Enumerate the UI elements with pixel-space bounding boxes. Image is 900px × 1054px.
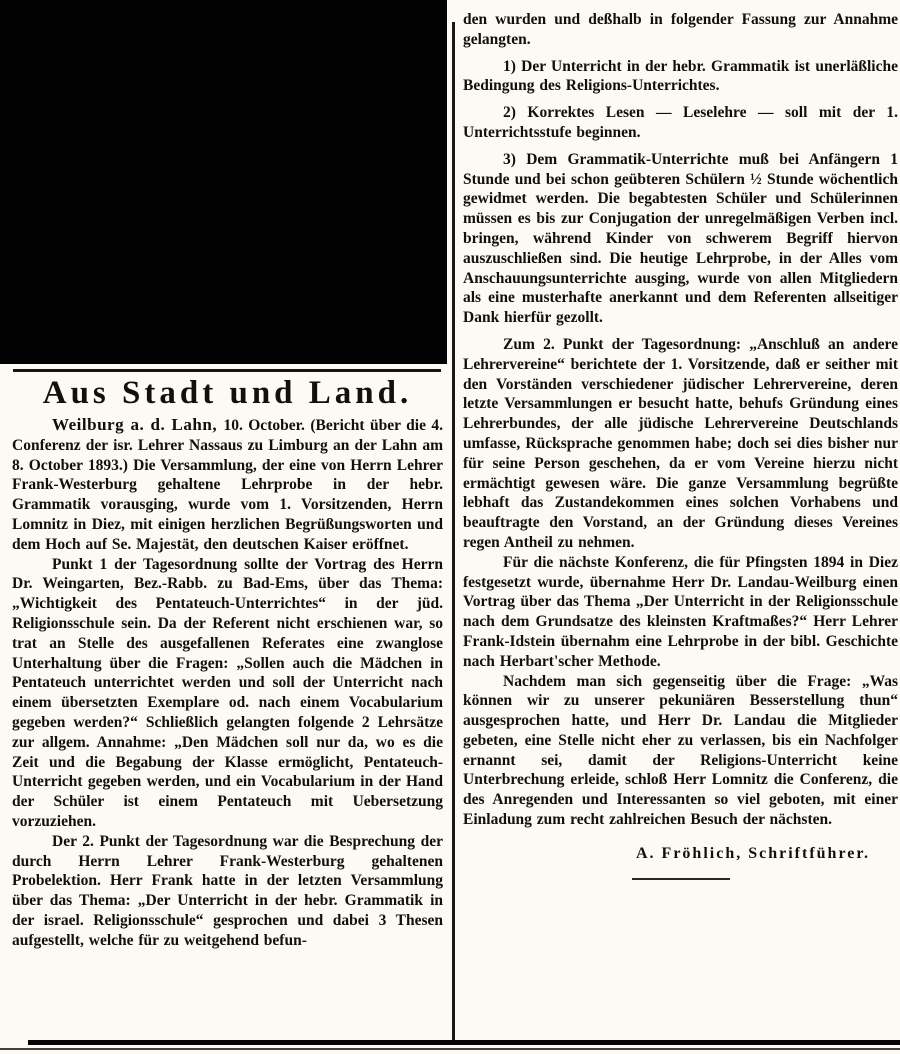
article-paragraph: Der 2. Punkt der Tagesordnung war die Besprechung der durch Herrn Lehrer Frank-Westerburg gehaltenen Probelektion. Herr Frank hatte in der letzten Versammlung über das Thema: „Der Unterricht in der hebr. Grammatik in der israel. Religionsschule“ gesprochen und dabei 3 Thesen aufgestellt, welche für zu weitgehend befun- bbox=[12, 832, 443, 949]
column-divider-rule bbox=[452, 22, 455, 1040]
article-paragraph: Punkt 1 der Tagesordnung sollte der Vortrag des Herrn Dr. Weingarten, Bez.-Rabb. zu Bad-Ems, über das Thema: „Wichtigkeit des Pentateuch-Unterrichtes“ in der jüd. Religionsschule sein. Da der Referent nicht erschienen war, so trat an Stelle des ausgefallenen Referates eine zwanglose Unterhaltung über die Fragen: „Sollen auch die Mädchen in Pentateuch unterrichtet werden und soll der Unterricht nach einem übersetzten Exemplare od. nach einem Vocabularium gegeben werden?“ Schließlich gelangten folgende 2 Lehrsätze zur allgem. Annahme: „Den Mädchen soll nur da, wo es die Zeit und die Begabung der Klasse ermöglicht, Pentateuch-Unterricht gegeben werden, und ein Vocabularium in der Hand der Schüler ist einem Pentateuch mit Uebersetzung vorzuziehen. bbox=[12, 555, 443, 830]
article-paragraph: 3) Dem Grammatik-Unterrichte muß bei Anfängern 1 Stunde und bei schon geübteren Schülern ½ Stunde wöchentlich gewidmet werden. Die begabtesten Schüler und Schülerinnen müssen es bis zur Conjugation der unregelmäßigen Verben incl. bringen, während Kinder von schwerem Begriff hiervon auszuschließen sind. Die heutige Lehrprobe, in der Alles vom Anschauungsunterrichte ausging, wurde von allen Mitgliedern als eine musterhafte anerkannt und dem Referenten allseitiger Dank hierfür gezollt. bbox=[463, 150, 898, 327]
signature: A. Fröhlich, Schriftführer. bbox=[636, 844, 870, 862]
article-paragraph: Für die nächste Konferenz, die für Pfingsten 1894 in Diez festgesetzt wurde, übernahme Herr Dr. Landau-Weilburg einen Vortrag über das Thema „Der Unterricht in der Religionsschule nach dem Grundsatze des kleinsten Kraftmaßes?“ Herr Lehrer Frank-Idstein übernahm eine Lehrprobe in der bibl. Geschichte nach Herbart'scher Methode. bbox=[463, 553, 898, 670]
bottom-rule-thick bbox=[28, 1040, 900, 1045]
article-paragraph: 2) Korrektes Lesen — Leselehre — soll mit der 1. Unterrichtsstufe beginnen. bbox=[463, 104, 898, 141]
section-top-rule bbox=[13, 369, 441, 372]
redacted-black-region bbox=[0, 0, 447, 364]
article-paragraph: Nachdem man sich gegenseitig über die Frage: „Was können wir zu unserer pekuniären Besserstellung thun“ ausgesprochen hatte, und Herr Dr. Landau die Mitglieder gebeten, eine Stelle nicht eher zu verlassen, bis ein Nachfolger ernannt sei, damit der Religions-Unterricht keine Unterbrechung erleide, schloß Herr Lomnitz die Conferenz, die des Anregenden und Interessanten so viel geboten, mit einer Einladung zum recht zahlreichen Besuch der nächsten. bbox=[463, 672, 898, 829]
left-column bbox=[12, 374, 443, 1040]
right-column bbox=[463, 10, 898, 1038]
article-paragraph: Zum 2. Punkt der Tagesordnung: „Anschluß an andere Lehrervereine“ berichtete der 1. Vorsitzende, daß er seither mit den Vorständen verschiedener jüdischer Lehrervereine, deren letzte Versammlungen er besucht hatte, behufs Gründung eines Lehrerbundes, der alle jüdische Lehrervereine Deutschlands umfasse, Rücksprache genommen habe; doch sei dies bisher nur für seine Person geschehen, da er vom Vereine hierzu nicht ermächtigt gewesen wäre. Die ganze Versammlung begrüßte lebhaft das Zustandekommen eines solchen Vorhabens und beauftragte den Vorstand, an der Gründung dieses Vereines regen Antheil zu nehmen. bbox=[463, 335, 898, 551]
section-headline: Aus Stadt und Land. bbox=[42, 375, 413, 411]
dateline: Weilburg a. d. Lahn, bbox=[52, 415, 224, 434]
article-paragraph: 1) Der Unterricht in der hebr. Grammatik ist unerläßliche Bedingung des Religions-Unterrichtes. bbox=[463, 57, 898, 95]
left-column-text bbox=[12, 415, 443, 951]
article-paragraph: den wurden und deßhalb in folgender Fassung zur Annahme gelangten. bbox=[463, 11, 898, 48]
article-paragraph: Weilburg a. d. Lahn, 10. October. (Bericht über die 4. Conferenz der isr. Lehrer Nassaus zu Limburg an der Lahn am 8. October 1893.) Die Versammlung, der eine von Herrn Lehrer Frank-Westerburg gehaltene Lehrprobe in der hebr. Grammatik vorausging, wurde vom 1. Vorsitzenden, Herrn Lomnitz in Diez, mit einigen herzlichen Begrüßungsworten und dem Hoch auf Se. Majestät, den deutschen Kaiser eröffnet. bbox=[12, 415, 443, 553]
right-column-text bbox=[463, 10, 898, 830]
signature-end-rule bbox=[632, 878, 730, 880]
bottom-rule-thin bbox=[0, 1048, 900, 1050]
